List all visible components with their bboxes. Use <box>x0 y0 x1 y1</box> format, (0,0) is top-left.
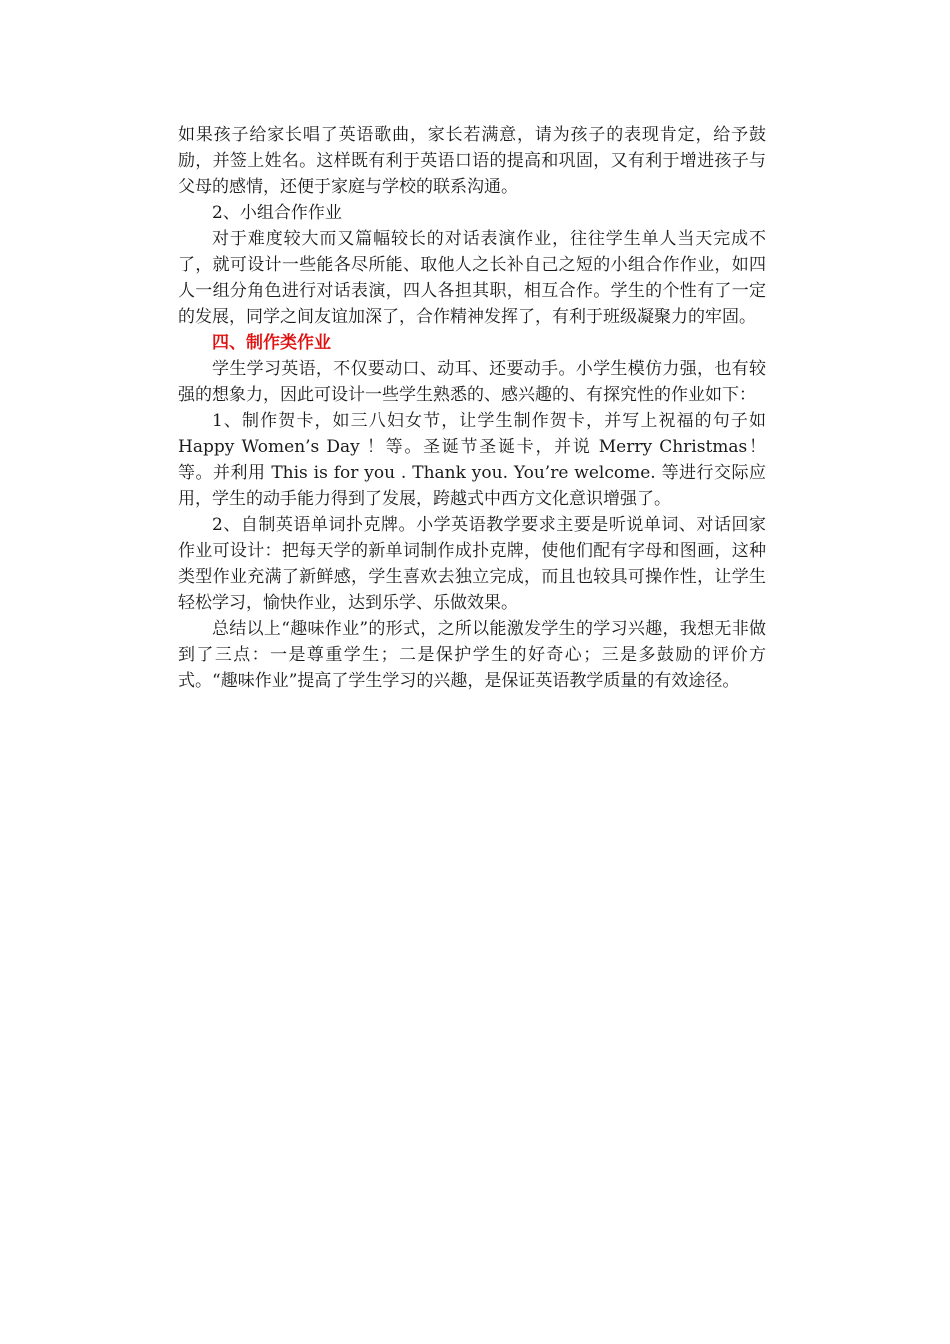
document-body <box>178 122 766 694</box>
paragraph-word-poker-cards: 2、自制英语单词扑克牌。小学英语教学要求主要是听说单词、对话回家作业可设计：把每天学的新单词制作成扑克牌，使他们配有字母和图画，这种类型作业充满了新鲜感，学生喜欢去独立完成，而且也较具可操作性，让学生轻松学习，愉快作业，达到乐学、乐做效果。 <box>178 515 766 613</box>
paragraph-greeting-cards: 1、制作贺卡，如三八妇女节，让学生制作贺卡，并写上祝福的句子如 Happy Women’s Day ！等。圣诞节圣诞卡，并说 Merry Christmas！等。并利用 This is for you . Thank you. You’re welcome. 等进行交际应用，学生的动手能力得到了发展，跨越式中西方文化意识增强了。 <box>178 411 766 509</box>
paragraph-conclusion: 总结以上“趣味作业”的形式，之所以能激发学生的学习兴趣，我想无非做到了三点：一是尊重学生；二是保护学生的好奇心；三是多鼓励的评价方式。“趣味作业”提高了学生学习的兴趣，是保证英语教学质量的有效途径。 <box>178 619 766 691</box>
paragraph-parent-praise: 如果孩子给家长唱了英语歌曲，家长若满意，请为孩子的表现肯定，给予鼓励，并签上姓名。这样既有利于英语口语的提高和巩固，又有利于增进孩子与父母的感情，还便于家庭与学校的联系沟通。 <box>178 125 766 197</box>
section-heading-craft-homework: 四、制作类作业 <box>212 333 331 353</box>
paragraph-craft-intro: 学生学习英语，不仅要动口、动耳、还要动手。小学生模仿力强，也有较强的想象力，因此可设计一些学生熟悉的、感兴趣的、有探究性的作业如下： <box>178 359 766 405</box>
subheading-group-homework: 2、小组合作作业 <box>212 203 342 223</box>
paragraph-group-homework: 对于难度较大而又篇幅较长的对话表演作业，往往学生单人当天完成不了，就可设计一些能各尽所能、取他人之长补自己之短的小组合作作业，如四人一组分角色进行对话表演，四人各担其职，相互合作。学生的个性有了一定的发展，同学之间友谊加深了，合作精神发挥了，有利于班级凝聚力的牢固。 <box>178 229 766 327</box>
